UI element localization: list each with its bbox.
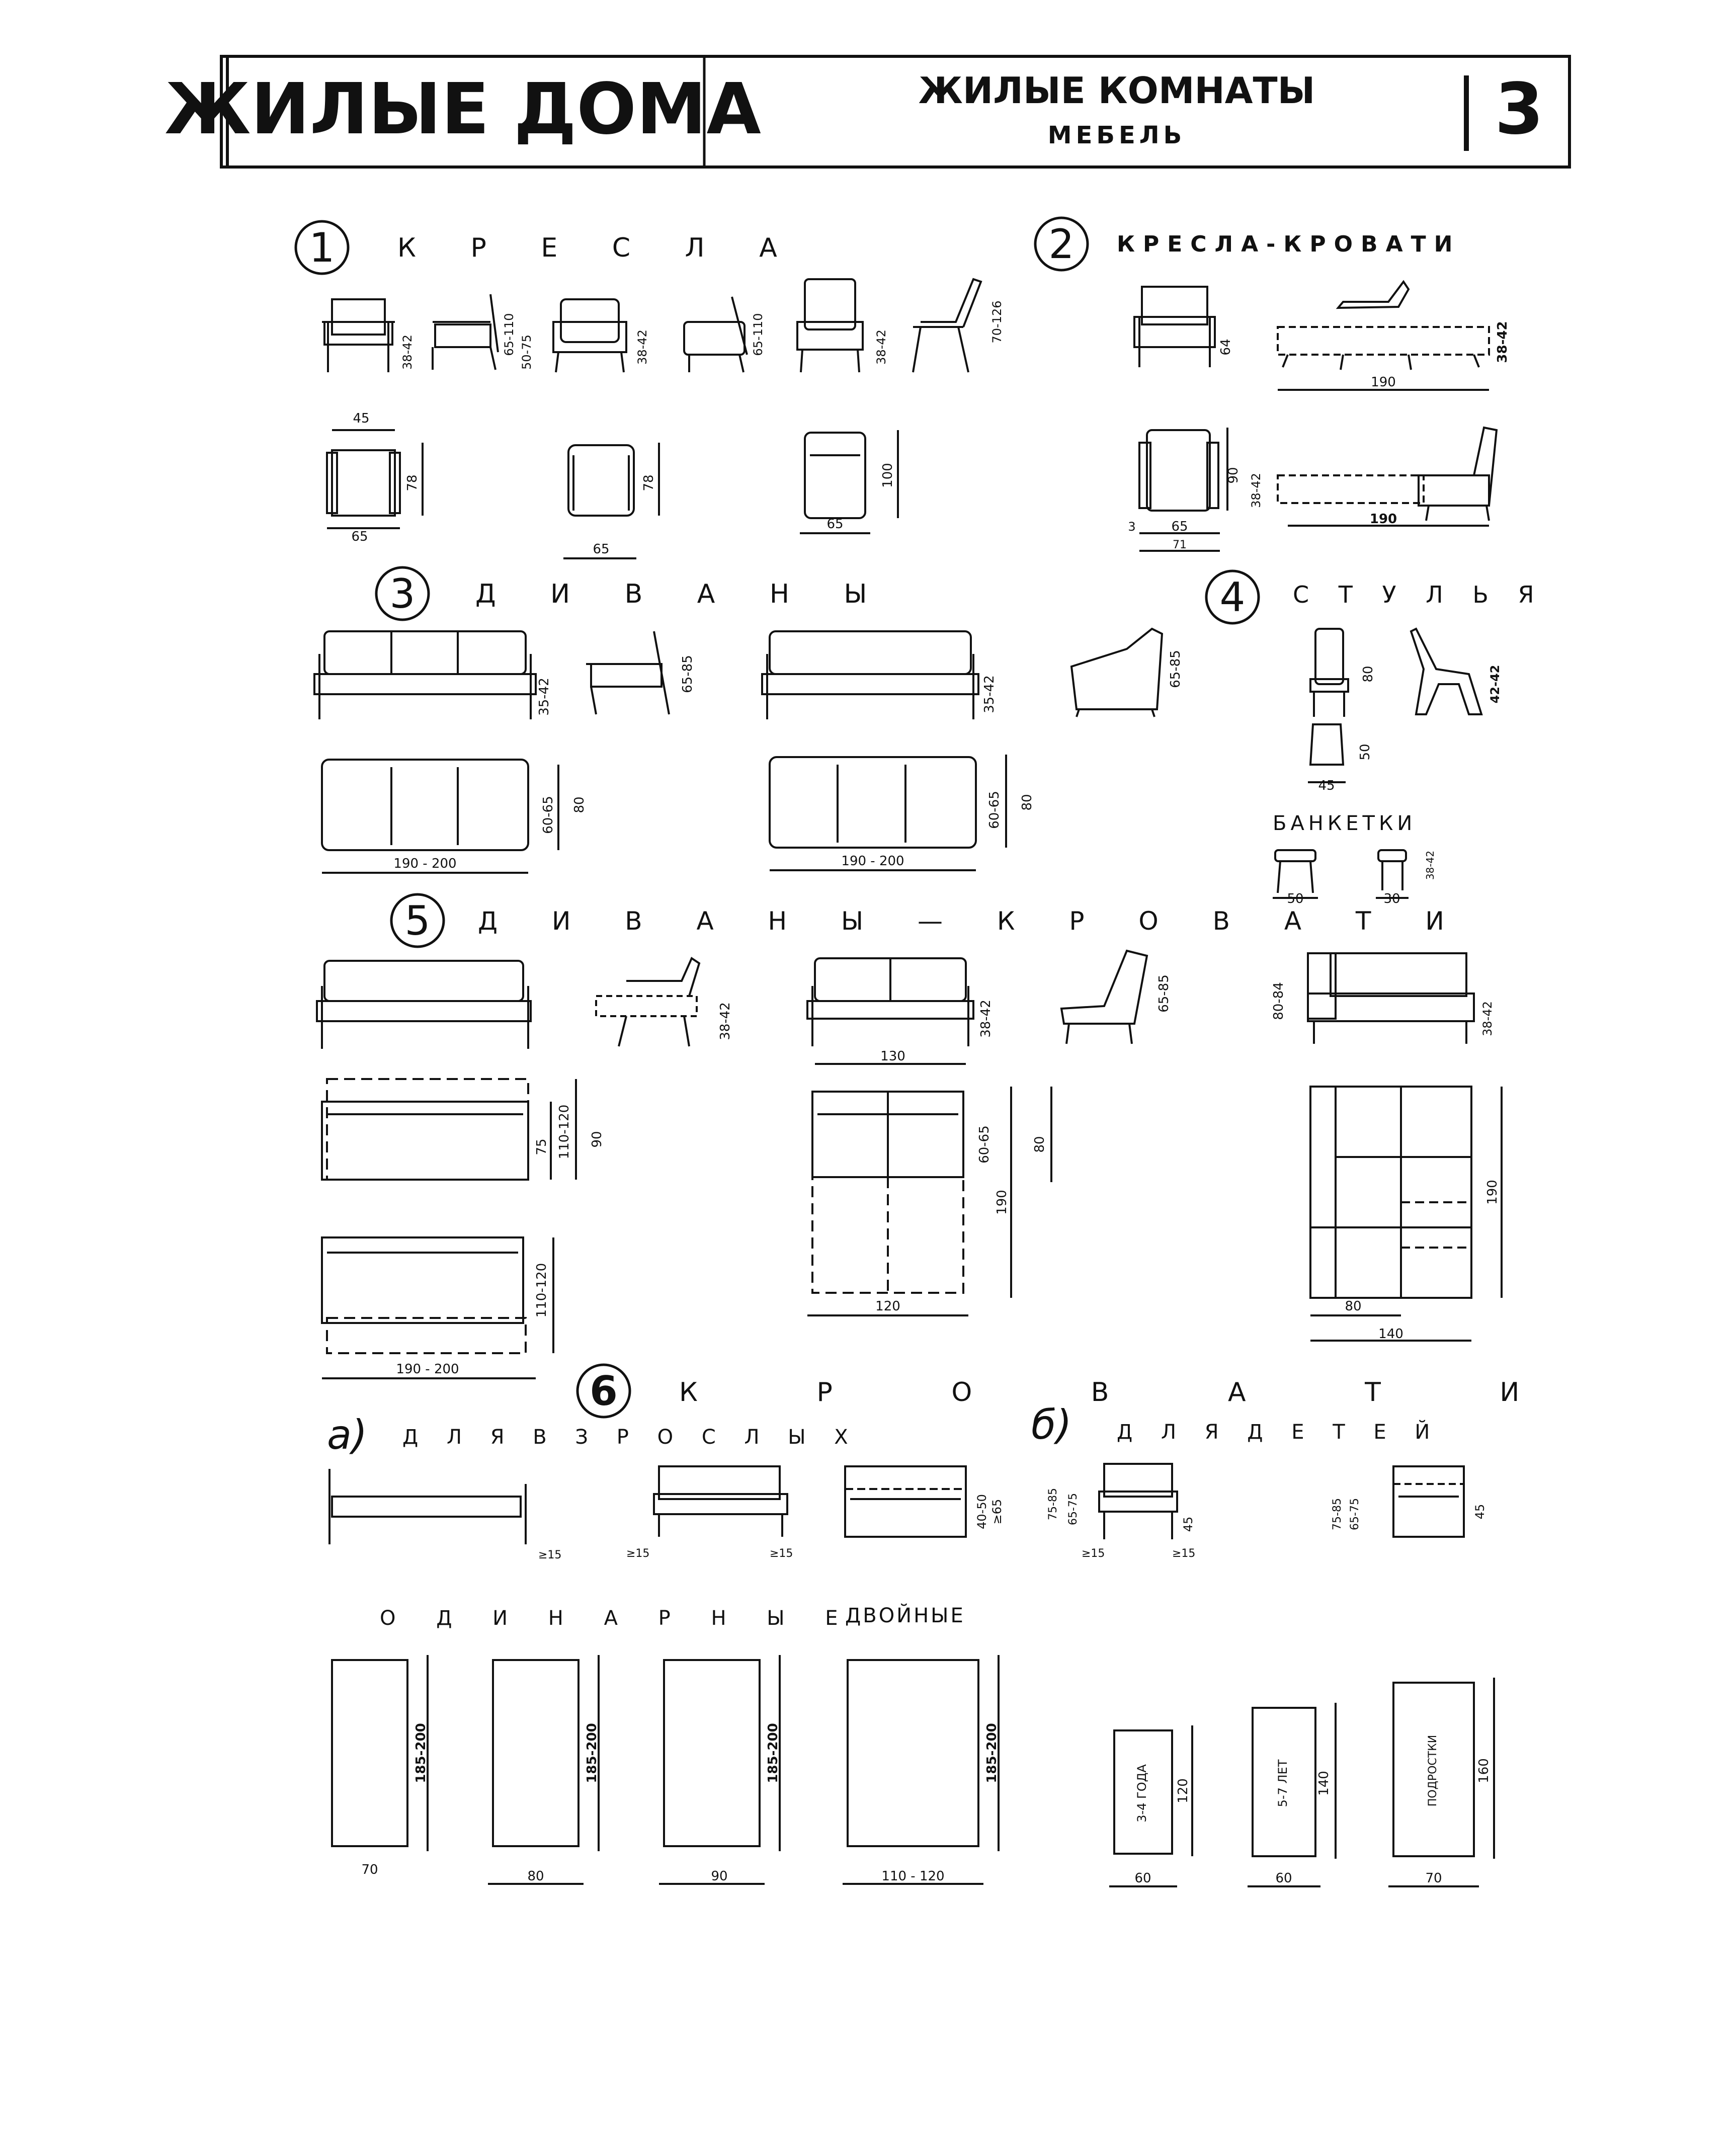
section-1-armchairs (296, 221, 1004, 558)
dim-label: 130 (880, 1049, 905, 1064)
dim-label: 65-110 (751, 313, 765, 356)
armchair-elevation-2 (553, 299, 626, 372)
sofa-side-1 (586, 631, 669, 714)
dim-label: 38-42 (1424, 850, 1436, 880)
dim-label: 80 (1020, 794, 1035, 811)
sofa-side-2 (1071, 629, 1162, 717)
dim-label: 90 (590, 1131, 605, 1148)
dim-label: 60-65 (987, 791, 1002, 829)
child-bed-plan-1 (1109, 1725, 1192, 1886)
dim-label: 60 (1275, 1871, 1292, 1886)
dim-label: 80-84 (1271, 982, 1286, 1020)
sofa-elevation-2 (762, 631, 978, 719)
sofa-bed-plan-3 (322, 1237, 553, 1378)
dim-label: 80 (572, 796, 587, 813)
dim-label: 185-200 (766, 1723, 781, 1783)
sheet-number: 3 (1495, 68, 1544, 150)
armchair-side-3 (913, 279, 981, 372)
dim-label: 185-200 (414, 1723, 429, 1783)
dim-label: 65 (826, 517, 844, 532)
section-5-sofa-beds (317, 894, 1502, 1378)
dim-label: 71 (1173, 539, 1187, 551)
corner-sofa-elevation (1308, 953, 1474, 1044)
single-bed-plan-90 (659, 1655, 780, 1884)
section-title: С Т У Л Ь Я (1293, 581, 1545, 608)
dim-label: 42-42 (1488, 665, 1502, 704)
chair-bed-side (1278, 282, 1489, 390)
dim-label: 38-42 (400, 335, 415, 370)
dim-label: 190 (1371, 375, 1396, 390)
double-bed-plan (843, 1655, 999, 1884)
single-bed-plan-80 (488, 1655, 599, 1884)
sofa-plan-2 (770, 755, 1006, 870)
dim-label: 45 (1181, 1516, 1195, 1532)
dim-label: ≥15 (1172, 1547, 1196, 1560)
dim-label: 50 (1287, 891, 1304, 906)
dim-label: 120 (875, 1299, 900, 1314)
dim-label: 45 (1473, 1504, 1487, 1520)
corner-sofa-plan (1310, 1087, 1502, 1341)
dim-label: 190 (995, 1190, 1010, 1215)
dim-label: 140 (1316, 1771, 1332, 1796)
section-number: 6 (590, 1368, 618, 1415)
section-4-chairs (1206, 571, 1545, 906)
dim-label: 38-42 (978, 1000, 994, 1038)
dim-label: 65-75 (1067, 1493, 1080, 1525)
dim-label: 38-42 (718, 1002, 733, 1040)
armchair-plan-2 (563, 443, 659, 558)
subsection-title: Д Л Я В З Р О С Л Ы Х (402, 1426, 859, 1449)
dim-label: ≥65 (990, 1499, 1004, 1525)
dim-label: 80 (527, 1869, 544, 1884)
section-title: К Р О В А Т И (679, 1377, 1575, 1408)
dim-label: 120 (1176, 1778, 1191, 1803)
topic-subtitle: МЕБЕЛЬ (1047, 121, 1186, 149)
section-number: 4 (1219, 574, 1246, 621)
dim-label: 38-42 (635, 329, 649, 365)
dim-label: 90 (711, 1869, 728, 1884)
dim-label: 190 - 200 (396, 1362, 459, 1377)
dim-label: 50-75 (520, 335, 534, 370)
dim-label: 80 (1032, 1136, 1047, 1153)
section-number: 5 (404, 897, 431, 944)
section-number: 2 (1048, 221, 1074, 268)
armchair-side-2 (684, 297, 747, 372)
dim-label: 40-50 (975, 1494, 989, 1529)
chair-side (1411, 629, 1481, 714)
dim-label: 65 (351, 529, 368, 544)
dim-label: 65 (1171, 519, 1188, 534)
armchair-elevation-1 (322, 299, 395, 372)
dim-label: 65-85 (1168, 650, 1183, 688)
dim-label: ≥15 (538, 1549, 562, 1561)
kids-bed-label: 3-4 ГОДА (1135, 1764, 1149, 1823)
dim-label: 190 (1485, 1180, 1500, 1205)
bench-1 (1273, 850, 1318, 898)
section-title: Д И В А Н Ы — К Р О В А Т И (478, 906, 1467, 936)
dim-label: ≥15 (626, 1547, 650, 1560)
section-6-beds (327, 1365, 1575, 1886)
dim-label: 190 - 200 (393, 856, 457, 871)
armchair-elevation-3 (797, 279, 863, 372)
section-title: КРЕСЛА-КРОВАТИ (1117, 231, 1461, 257)
dim-label: 38-42 (874, 329, 888, 365)
dim-label: 80 (1361, 666, 1376, 683)
section-2-chair-beds (1035, 218, 1510, 551)
dim-label: 140 (1378, 1327, 1403, 1342)
dim-label: 45 (353, 411, 370, 426)
bench-2 (1376, 850, 1409, 898)
dim-label: 65-85 (680, 655, 695, 693)
single-beds-title: О Д И Н А Р Н Ы Е (380, 1607, 855, 1630)
dim-label: 75-85 (1331, 1498, 1344, 1530)
dim-label: 35-42 (537, 678, 552, 716)
dim-label: 110 - 120 (881, 1869, 945, 1884)
double-beds-title: ДВОЙНЫЕ (845, 1604, 965, 1627)
subsection-title: Д Л Я Д Е Т Е Й (1117, 1421, 1441, 1444)
dim-label: 110-120 (557, 1104, 572, 1160)
sofa-bed-side-2 (1061, 951, 1147, 1044)
dim-label: 65-110 (502, 313, 516, 356)
dim-label: 190 - 200 (841, 854, 904, 869)
dim-label: 50 (1358, 743, 1373, 761)
dim-label: 3 (1128, 520, 1136, 534)
sofa-bed-plan-1 (322, 1079, 576, 1180)
dim-label: 185-200 (585, 1723, 600, 1783)
dim-label: 70 (1425, 1871, 1442, 1886)
sofa-elevation-1 (314, 631, 536, 719)
kids-bed-label: 5-7 ЛЕТ (1276, 1759, 1290, 1807)
dim-label: 75-85 (1047, 1488, 1059, 1520)
dim-label: 75 (534, 1138, 549, 1155)
dim-label: 30 (1383, 891, 1400, 906)
section-3-sofas (314, 567, 1183, 873)
dim-label: 60 (1134, 1871, 1151, 1886)
dim-label: 160 (1476, 1758, 1492, 1783)
dim-label: 100 (880, 463, 895, 488)
dim-label: 65-75 (1349, 1498, 1361, 1530)
dim-label: 60-65 (977, 1125, 992, 1164)
chair-plan (1308, 724, 1346, 782)
kids-bed-label: ПОДРОСТКИ (1427, 1734, 1439, 1807)
subsection-mark: б) (1031, 1401, 1072, 1448)
dim-label: 60-65 (541, 796, 556, 834)
section-number: 3 (389, 570, 416, 617)
dim-label: 65 (593, 542, 610, 557)
dim-label: 78 (641, 474, 656, 491)
armchair-side-1 (433, 294, 498, 370)
subsection-mark: а) (327, 1412, 368, 1458)
dim-label: 65-85 (1156, 974, 1172, 1013)
topic-title: ЖИЛЫЕ КОМНАТЫ (918, 69, 1315, 112)
sofa-bed-plan-2 (807, 1087, 1051, 1315)
dim-label: 80 (1345, 1299, 1362, 1314)
sofa-bed-elevation-2 (807, 958, 973, 1064)
subsection-title: БАНКЕТКИ (1273, 812, 1417, 835)
dim-label: 38-42 (1249, 473, 1263, 508)
dim-label: 35-42 (982, 675, 997, 713)
child-bed-elevation-2 (1393, 1466, 1464, 1537)
dim-label: 70 (361, 1862, 378, 1877)
series-title: ЖИЛЫЕ ДОМА (164, 68, 761, 150)
section-title: Д И В А Н Ы (475, 579, 890, 609)
section-number: 1 (309, 224, 335, 271)
chair-bed-elevation (1134, 287, 1215, 367)
child-bed-elevation-1 (1099, 1464, 1177, 1539)
dim-label: ≥15 (1082, 1547, 1105, 1560)
dim-label: 190 (1369, 512, 1397, 527)
chair-bed-extended (1278, 428, 1497, 526)
sofa-bed-elevation-1 (317, 961, 531, 1049)
section-title: К Р Е С Л А (397, 233, 800, 263)
dim-label: ≥15 (770, 1547, 793, 1560)
dim-label: 38-42 (1480, 1001, 1495, 1036)
dim-label: 45 (1318, 778, 1335, 793)
sofa-bed-side-1 (596, 958, 699, 1046)
adult-bed-elevation-3 (845, 1466, 966, 1537)
dim-label: 78 (405, 474, 420, 491)
dim-label: 38-42 (1495, 321, 1510, 363)
adult-bed-elevation-1 (329, 1469, 526, 1544)
dim-label: 110-120 (534, 1263, 549, 1318)
dim-label: 90 (1226, 467, 1241, 484)
adult-bed-elevation-2 (654, 1466, 787, 1537)
dim-label: 70-126 (990, 300, 1004, 344)
chair-elevation (1310, 629, 1348, 717)
dim-label: 185-200 (984, 1723, 1000, 1783)
dim-label: 64 (1218, 339, 1233, 356)
